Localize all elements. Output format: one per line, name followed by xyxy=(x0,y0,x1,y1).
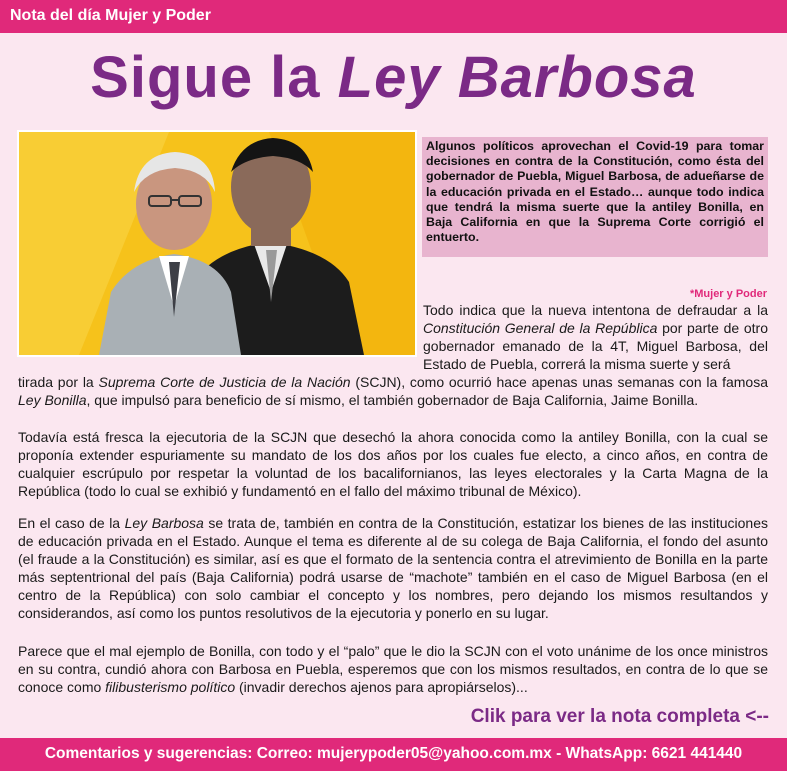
footer-contact: Comentarios y sugerencias: Correo: mujerypoder05@yahoo.com.mx - WhatsApp: 6621 441440 xyxy=(44,745,743,762)
p1-text-f: (SCJN), como ocurrió hace apenas unas semanas con la famosa xyxy=(350,374,768,390)
section-title: Nota del día Mujer y Poder xyxy=(10,7,211,24)
read-full-note-link[interactable]: Clik para ver la nota completa <-- xyxy=(470,706,769,727)
p1-italic-b: Constitución General de la República xyxy=(423,320,658,336)
top-banner xyxy=(0,0,787,33)
p1-text-d: tirada por la xyxy=(18,374,99,390)
paragraph-1-right xyxy=(423,301,768,373)
p1-text-h: , que impulsó para beneficio de sí mismo, el también gobernador de Baja California, Jaime Bonilla. xyxy=(86,392,699,408)
p4-italic-b: filibusterismo político xyxy=(105,679,236,695)
paragraph-2: Todavía está fresca la ejecutoria de la SCJN que desechó la ahora conocida como la antiley Bonilla, con la cual se proponía extender espuriamente su mandato de los dos años por los cuales fue electo, a cinco años, en contra de cualquier escrúpulo por respetar la voluntad de los bacalifornianos, las leyes electorales y la Carta Magna de la República (todo lo cual se exhibió y fundamentó en el fallo del máximo tribunal de México). xyxy=(18,429,768,499)
p1-text-c: por parte de otro gobernador emanado de la 4T, Miguel Barbosa, del Estado de Puebla, correrá la misma suerte y será xyxy=(423,320,769,372)
paragraph-4 xyxy=(18,642,768,696)
byline: *Mujer y Poder xyxy=(689,288,767,300)
paragraph-3 xyxy=(18,514,768,622)
paragraph-1-continued xyxy=(18,373,768,409)
headline-text: Sigue la xyxy=(90,45,338,110)
p1-italic-e: Suprema Corte de Justicia de la Nación xyxy=(98,374,351,390)
page-title xyxy=(0,44,787,111)
p4-text-a: Parece que el mal ejemplo de Bonilla, con todo y el “palo” que le dio la SCJN con el voto unánime de los once ministros en su contra, cundió ahora con Barbosa en Puebla, esperemos que con los mismos resultados, en contra de lo que se conoce como xyxy=(18,643,768,695)
p1-italic-g: Ley Bonilla xyxy=(18,392,87,408)
p3-text-a: En el caso de la xyxy=(18,515,125,531)
headline-italic: Ley Barbosa xyxy=(337,45,697,110)
p3-italic-b: Ley Barbosa xyxy=(124,515,204,531)
summary-box: Algunos políticos aprovechan el Covid-19 para tomar decisiones en contra de la Constitución, como ésta del gobernador de Puebla, Miguel Barbosa, de adueñarse de la educación privada en el Estado… aunque todo indica que tendrá la misma suerte que la antiley Bonilla, en Baja California en que la Suprema Corte corrigió el entuerto. xyxy=(422,137,768,257)
article-photo xyxy=(17,130,417,357)
p1-text-a: Todo indica que la nueva intentona de defraudar a la xyxy=(423,302,768,318)
p3-text-c: se trata de, también en contra de la Constitución, estatizar los bienes de las instituciones de educación privada en el Estado. Aunque el tema es diferente al de su colega de Baja California, el fondo del asunto (el fraude a la Constitución) es similar, así es que el formato de la sentencia contra el atrevimiento de Bonilla en la parte más septentrional del país (Baja California) podrá usarse de “machote” también en el caso de Miguel Barbosa (en el centro de la República) con solo cambiar el concepto y los nombres, pero dejando los mismos resultandos y considerandos, así como los puntos resolutivos de la ejecutoria y ponerlo en su lugar. xyxy=(18,515,768,621)
p4-text-c: (invadir derechos ajenos para apropiárselos)... xyxy=(235,679,528,695)
footer-banner xyxy=(0,738,787,771)
